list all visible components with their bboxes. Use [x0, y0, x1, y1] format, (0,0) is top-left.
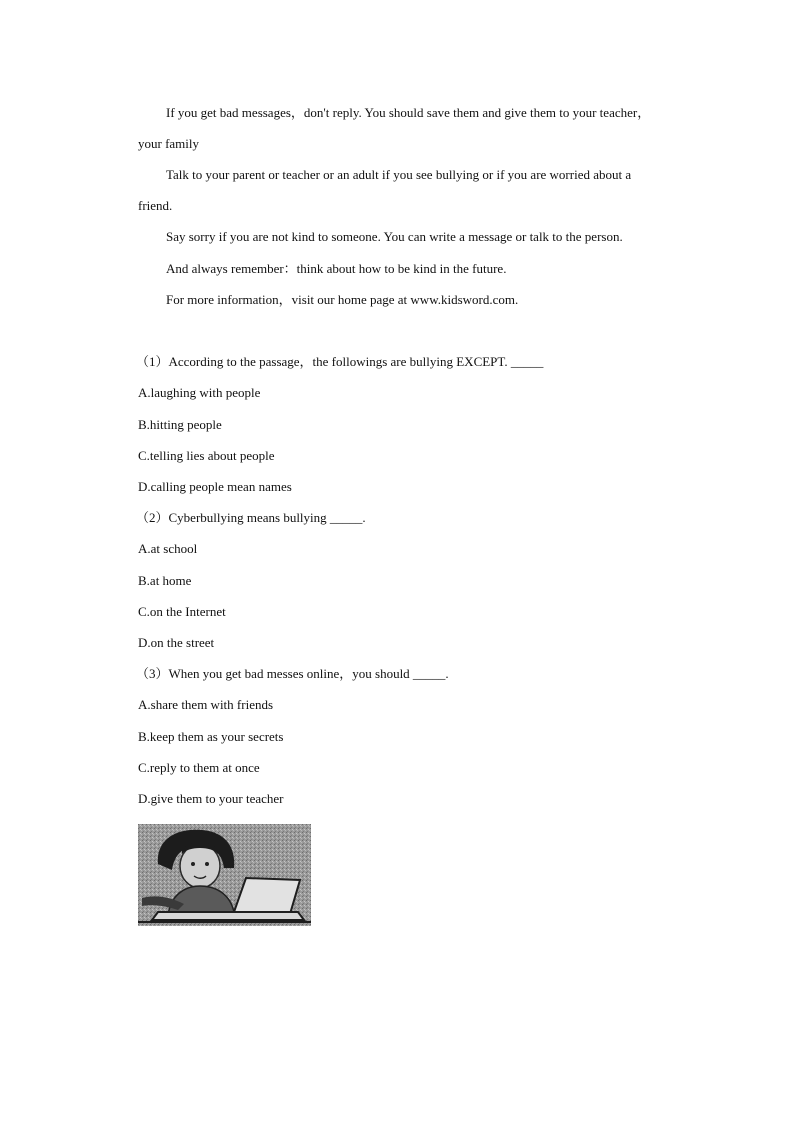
- question-3-option-d: D.give them to your teacher: [138, 791, 284, 806]
- question-3-option-c: C.reply to them at once: [138, 760, 260, 775]
- girl-at-laptop-illustration-icon: [138, 824, 311, 926]
- question-2-stem: （2）Cyberbullying means bullying _____.: [136, 510, 366, 525]
- passage-line: For more information，visit our home page at www.kidsword.com.: [166, 292, 519, 307]
- question-1-option-b: B.hitting people: [138, 417, 222, 432]
- passage-line: And always remember：think about how to be kind in the future.: [166, 261, 507, 276]
- passage-line: Say sorry if you are not kind to someone. You can write a message or talk to the person.: [166, 229, 623, 244]
- passage-line: your family: [138, 136, 200, 151]
- question-2-option-c: C.on the Internet: [138, 604, 226, 619]
- question-3-option-b: B.keep them as your secrets: [138, 729, 284, 744]
- question-1-option-c: C.telling lies about people: [138, 448, 275, 463]
- question-3-option-a: A.share them with friends: [138, 697, 274, 712]
- passage-line: If you get bad messages，don't reply. You should save them and give them to your teacher，: [166, 105, 651, 120]
- question-1-option-d: D.calling people mean names: [138, 479, 292, 494]
- question-2-option-d: D.on the street: [138, 635, 215, 650]
- passage-line: Talk to your parent or teacher or an adult if you see bullying or if you are worried about a: [166, 167, 632, 182]
- question-2-option-b: B.at home: [138, 573, 192, 588]
- question-2-option-a: A.at school: [138, 541, 198, 556]
- question-1-option-a: A.laughing with people: [138, 385, 261, 400]
- question-1-stem: （1）According to the passage，the followings are bullying EXCEPT. _____: [136, 354, 544, 369]
- passage-line: friend.: [138, 198, 173, 213]
- question-3-stem: （3）When you get bad messes online，you should _____.: [136, 666, 449, 681]
